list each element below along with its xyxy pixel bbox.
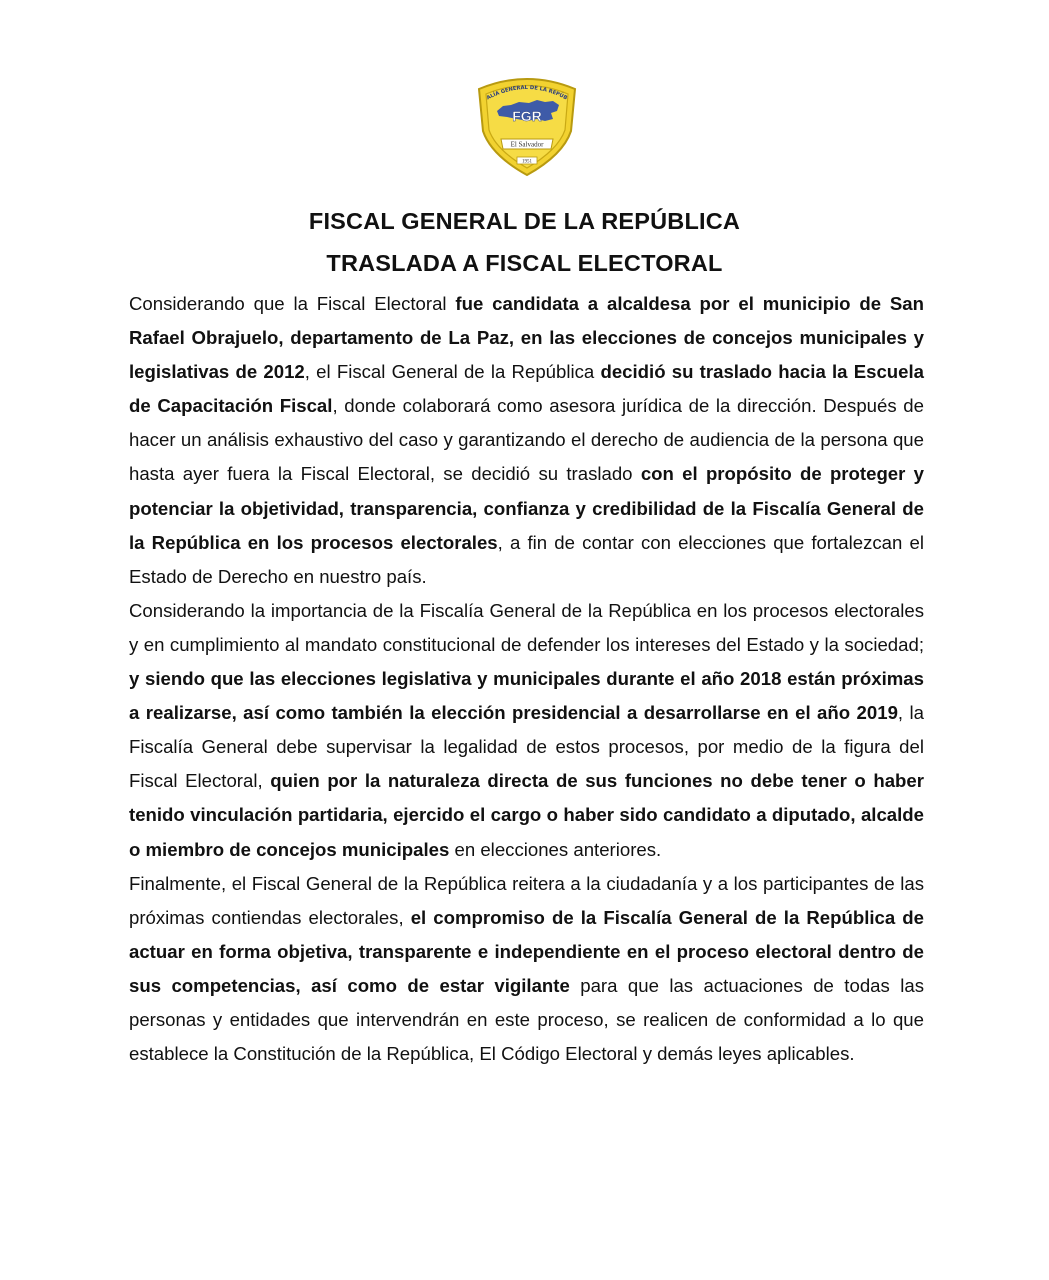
fgr-shield-logo	[473, 75, 581, 179]
fgr-shield-icon	[473, 75, 581, 179]
paragraph-1	[129, 287, 924, 594]
paragraph-2-segment: , la Fiscalía General debe supervisar la legalidad de estos procesos, por medio de la figura del Fiscal Electoral,	[129, 702, 924, 792]
paragraph-1-bold-segment: decidió su traslado hacia la Escuela de Capacitación Fiscal	[129, 361, 925, 417]
paragraph-2-segment: en elecciones anteriores.	[449, 838, 662, 860]
press-release-title	[0, 200, 1049, 284]
paragraph-1-bold-segment: con el propósito de proteger y potenciar la objetividad, transparencia, confianza y credibilidad de la Fiscalía General de la República en los procesos electorales	[129, 463, 925, 553]
paragraph-1-bold-segment: fue candidata a alcaldesa por el municipio de San Rafael Obrajuelo, departamento de La Paz, en las elecciones de concejos municipales y legislativas de 2012	[129, 293, 924, 383]
paragraph-2-segment: Considerando la importancia de la Fiscalía General de la República en los procesos electorales y en cumplimiento al mandato constitucional de defender los intereses del Estado y la sociedad;	[129, 599, 924, 655]
title-line-2: TRASLADA A FISCAL ELECTORAL	[326, 250, 723, 276]
title-line-1: FISCAL GENERAL DE LA REPÚBLICA	[308, 208, 741, 234]
logo-ribbon-text: El Salvador	[510, 140, 544, 149]
paragraph-1-segment: , el Fiscal General de la República	[304, 361, 601, 383]
paragraph-3	[129, 867, 924, 1072]
paragraph-2	[129, 594, 924, 867]
paragraph-1-segment: , donde colaborará como asesora jurídica de la dirección. Después de hacer un análisis exhaustivo del caso y garantizando el derecho de audiencia de la persona que hasta ayer fuera la Fiscal Electoral, se decidió su traslado	[129, 395, 924, 485]
paragraph-2-bold-segment: y siendo que las elecciones legislativa y municipales durante el año 2018 están próximas a realizarse, así como también la elección presidencial a desarrollarse en el año 2019	[129, 668, 924, 724]
paragraph-3-segment: para que las actuaciones de todas las personas y entidades que intervendrán en este proceso, se realicen de conformidad a lo que establece la Constitución de la República, El Código Electoral y demás leyes aplicables.	[129, 974, 924, 1065]
paragraph-1-segment: , a fin de contar con elecciones que fortalezcan el Estado de Derecho en nuestro país.	[129, 531, 924, 587]
logo-abbr: FGR	[512, 108, 542, 124]
paragraph-2-bold-segment: quien por la naturaleza directa de sus funciones no debe tener o haber tenido vinculación partidaria, ejercido el cargo o haber sido candidato a diputado, alcalde o miembro de concejos municipales	[129, 770, 924, 860]
paragraph-1-segment: Considerando que la Fiscal Electoral	[129, 293, 456, 314]
paragraph-3-segment: Finalmente, el Fiscal General de la República reitera a la ciudadanía y a los participantes de las próximas contiendas electorales,	[129, 872, 924, 928]
logo-arc-text: ALÍA GENERAL DE LA REPÚB	[485, 84, 569, 102]
logo-year-text: 1951	[522, 159, 532, 165]
press-release-body	[129, 287, 924, 1071]
paragraph-3-bold-segment: el compromiso de la Fiscalía General de la República de actuar en forma objetiva, transparente e independiente en el proceso electoral dentro de sus competencias, así como de estar vigilante	[129, 906, 925, 996]
